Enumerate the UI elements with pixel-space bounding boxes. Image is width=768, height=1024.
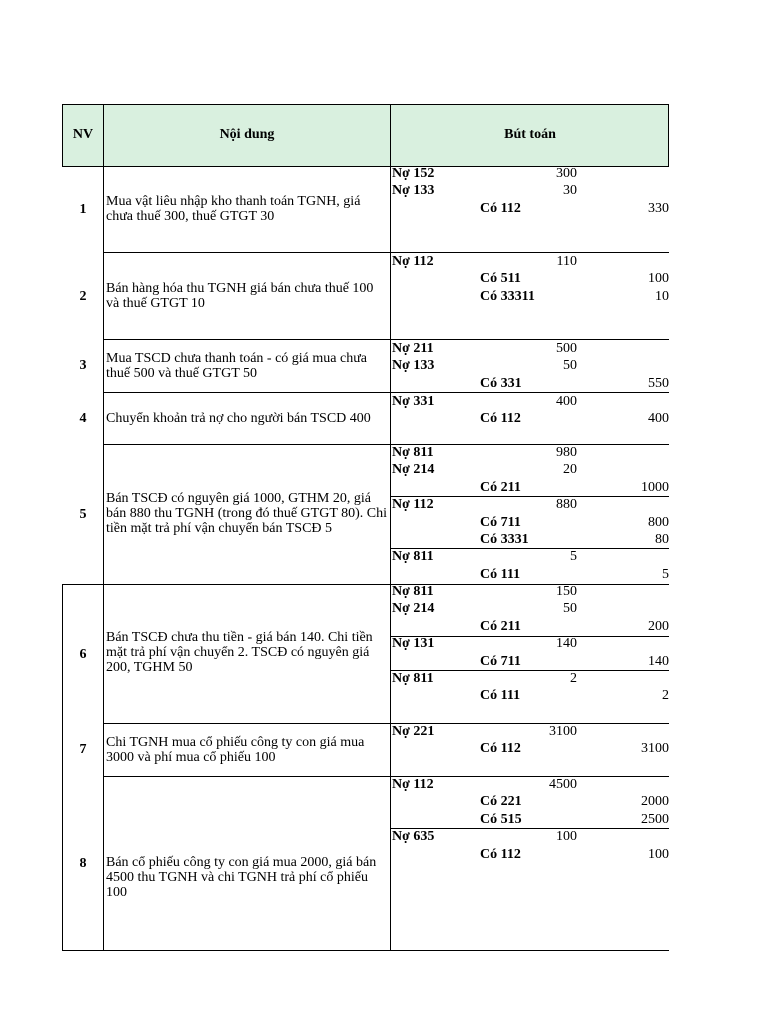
debit-amount: 110 (556, 254, 577, 269)
credit-account: Có 221 (480, 794, 522, 810)
debit-account: Nợ 152 (392, 166, 435, 181)
credit-amount: 1000 (641, 479, 669, 495)
debit-account: Nợ 811 (392, 445, 434, 460)
credit-amount: 100 (648, 846, 669, 862)
row-divider (103, 339, 669, 340)
debit-amount: 20 (563, 462, 577, 478)
row-nv: 5 (79, 507, 87, 522)
credit-amount: 2000 (641, 794, 669, 810)
debit-account: Nợ 214 (392, 601, 435, 617)
grid-line (668, 104, 669, 166)
debit-account: Nợ 133 (392, 183, 435, 199)
credit-account: Có 111 (480, 566, 521, 582)
debit-amount: 2 (570, 671, 577, 686)
row-description: Bán cổ phiếu công ty con giá mua 2000, giá bán 4500 thu TGNH và chi TGNH trả phí cổ phiếu 100 (106, 855, 377, 900)
debit-account: Nợ 112 (392, 777, 434, 792)
debit-amount: 4500 (549, 777, 577, 792)
debit-account: Nợ 635 (392, 829, 435, 845)
credit-account: Có 331 (480, 375, 522, 391)
credit-account: Có 211 (480, 479, 521, 495)
credit-amount: 2500 (641, 811, 669, 827)
debit-account: Nợ 112 (392, 497, 434, 513)
row-description: Mua vật liêu nhập kho thanh toán TGNH, giá chưa thuế 300, thuế GTGT 30 (106, 194, 361, 224)
row-description: Chuyển khoản trả nợ cho người bán TSCD 400 (106, 411, 371, 426)
row-divider (103, 723, 669, 724)
credit-account: Có 211 (480, 618, 521, 634)
credit-account: Có 711 (480, 514, 521, 530)
row-nv: 1 (79, 202, 87, 217)
credit-amount: 200 (648, 618, 669, 634)
grid-line (62, 584, 63, 951)
header-but-toan: Bút toán (504, 127, 556, 142)
credit-amount: 3100 (641, 741, 669, 757)
debit-amount: 140 (556, 636, 577, 652)
row-description: Bán TSCĐ chưa thu tiền - giá bán 140. Chi tiền mặt trả phí vận chuyển 2. TSCĐ có nguyên giá 200, TGHM 50 (106, 630, 373, 675)
debit-amount: 50 (563, 358, 577, 374)
row-nv: 6 (79, 647, 87, 662)
debit-amount: 880 (556, 497, 577, 513)
credit-amount: 10 (655, 288, 669, 304)
debit-amount: 300 (556, 166, 577, 181)
row-nv: 2 (79, 289, 87, 304)
credit-amount: 800 (648, 514, 669, 530)
row-nv: 3 (79, 358, 87, 373)
debit-account: Nợ 133 (392, 358, 435, 374)
debit-account: Nợ 811 (392, 671, 434, 686)
credit-amount: 100 (648, 271, 669, 287)
debit-amount: 980 (556, 445, 577, 460)
row-divider (62, 584, 669, 585)
row-description: Chi TGNH mua cổ phiếu công ty con giá mua 3000 và phí mua cổ phiếu 100 (106, 735, 365, 765)
credit-account: Có 33311 (480, 288, 535, 304)
credit-account: Có 511 (480, 271, 521, 287)
credit-account: Có 3331 (480, 532, 529, 547)
row-divider (103, 776, 669, 777)
row-nv: 7 (79, 742, 87, 757)
credit-amount: 330 (648, 200, 669, 216)
debit-amount: 5 (570, 549, 577, 565)
row-divider (103, 444, 669, 445)
grid-line (62, 950, 669, 951)
credit-account: Có 112 (480, 411, 521, 427)
credit-account: Có 515 (480, 811, 522, 827)
debit-account: Nợ 811 (392, 549, 434, 565)
row-divider (103, 392, 669, 393)
debit-account: Nợ 221 (392, 724, 435, 739)
debit-amount: 100 (556, 829, 577, 845)
credit-amount: 80 (655, 532, 669, 547)
debit-account: Nợ 214 (392, 462, 435, 478)
credit-amount: 5 (662, 566, 669, 582)
credit-account: Có 711 (480, 653, 521, 669)
credit-account: Có 112 (480, 741, 521, 757)
header-noi-dung: Nội dung (219, 127, 275, 142)
credit-account: Có 112 (480, 200, 521, 216)
debit-account: Nợ 811 (392, 584, 434, 599)
row-description: Bán hàng hóa thu TGNH giá bán chưa thuế 100 và thuế GTGT 10 (106, 281, 374, 311)
header-nv: NV (72, 127, 94, 142)
row-divider (103, 252, 669, 253)
debit-account: Nợ 331 (392, 394, 435, 409)
credit-amount: 400 (648, 411, 669, 427)
grid-line (103, 104, 104, 951)
debit-account: Nợ 131 (392, 636, 435, 652)
debit-account: Nợ 211 (392, 341, 434, 356)
row-nv: 8 (79, 856, 87, 871)
credit-amount: 140 (648, 653, 669, 669)
credit-account: Có 112 (480, 846, 521, 862)
grid-line (62, 166, 669, 167)
debit-account: Nợ 112 (392, 254, 434, 269)
row-description: Bán TSCĐ có nguyên giá 1000, GTHM 20, giá bán 880 thu TGNH (trong đó thuế GTGT 80). Chi tiền mặt trả phí vận chuyển bán TSCĐ 5 (106, 491, 388, 536)
debit-amount: 400 (556, 394, 577, 409)
debit-amount: 30 (563, 183, 577, 199)
credit-account: Có 111 (480, 688, 521, 704)
debit-amount: 150 (556, 584, 577, 599)
debit-amount: 50 (563, 601, 577, 617)
debit-amount: 500 (556, 341, 577, 356)
row-description: Mua TSCD chưa thanh toán - có giá mua chưa thuế 500 và thuế GTGT 50 (106, 351, 368, 381)
grid-line (62, 104, 669, 105)
grid-line (390, 104, 391, 951)
grid-line (62, 104, 63, 166)
row-nv: 4 (79, 411, 87, 426)
debit-amount: 3100 (549, 724, 577, 739)
credit-amount: 550 (648, 375, 669, 391)
credit-amount: 2 (662, 688, 669, 704)
